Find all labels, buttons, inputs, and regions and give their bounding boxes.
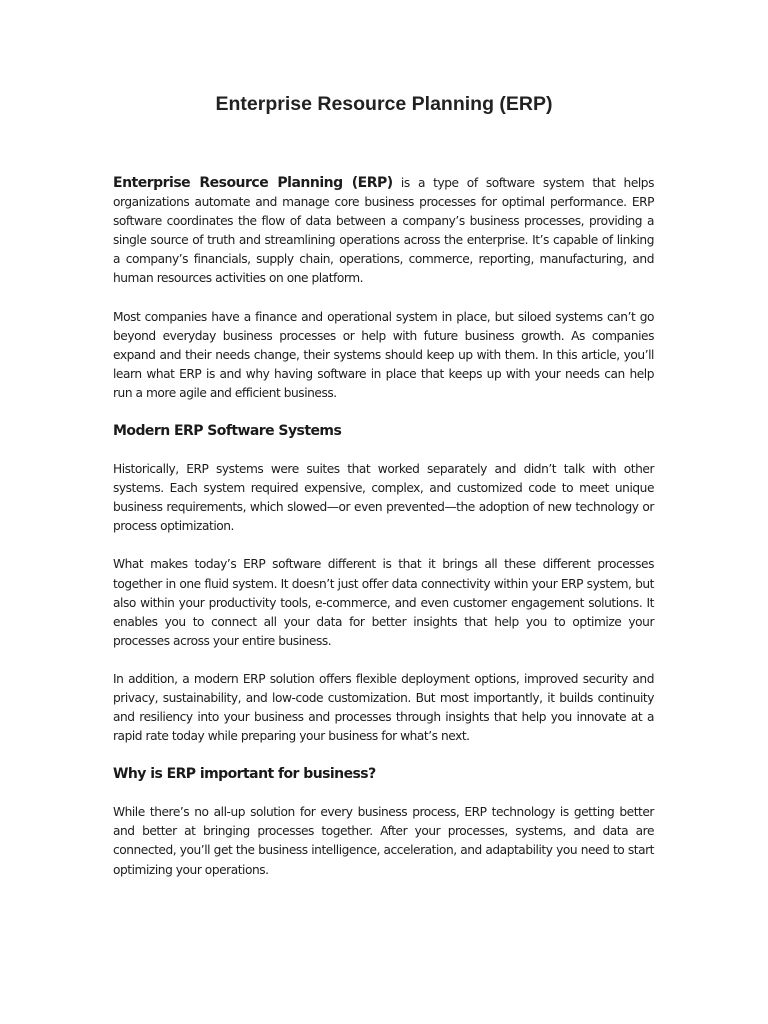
body-paragraph: What makes today’s ERP software different is that it brings all these different processes together in one fluid system. It doesn’t just offer data connectivity within your ERP system, but also within your productivity tools, e-commerce, and even customer engagement solutions. It enables you to connect all your data for better insights that help you to optimize your processes across your entire business. [113, 557, 654, 648]
section-heading-modern-erp: Modern ERP Software Systems [113, 423, 342, 440]
intro-text: is a type of software system that helps organizations automate and manage core business processes for optimal performance. ERP software coordinates the flow of data between a company’s business processes, providing a single source of truth and streamlining operations across the enterprise. It’s capable of linking a company’s financials, supply chain, operations, commerce, reporting, manufacturing, and human resources activities on one platform. [113, 176, 654, 286]
intro-term: Enterprise Resource Planning (ERP) [113, 175, 393, 191]
section-heading-why-erp: Why is ERP important for business? [113, 766, 376, 783]
body-paragraph: Most companies have a finance and operational system in place, but siloed systems can’t go beyond everyday business processes or help with future business growth. As companies expand and their needs change, their systems should keep up with them. In this article, you’ll learn what ERP is and why having software in place that keeps up with your needs can help run a more agile and efficient business. [113, 309, 654, 400]
body-paragraph: In addition, a modern ERP solution offers flexible deployment options, improved security and privacy, sustainability, and low-code customization. But most importantly, it builds continuity and resiliency into your business and processes through insights that help you innovate at a rapid rate today while preparing your business for what’s next. [113, 671, 654, 744]
body-paragraph: While there’s no all-up solution for every business process, ERP technology is getting better and better at bringing processes together. After your processes, systems, and data are connected, you’ll get the business intelligence, acceleration, and adaptability you need to start optimizing your operations. [113, 805, 654, 877]
body-paragraph: Historically, ERP systems were suites that worked separately and didn’t talk with other systems. Each system required expensive, complex, and customized code to meet unique business requirements, which slowed—or even prevented—the adoption of new technology or process optimization. [113, 462, 654, 534]
document-body [113, 174, 654, 899]
intro-paragraph [113, 174, 654, 289]
document-title: Enterprise Resource Planning (ERP) [215, 93, 553, 115]
